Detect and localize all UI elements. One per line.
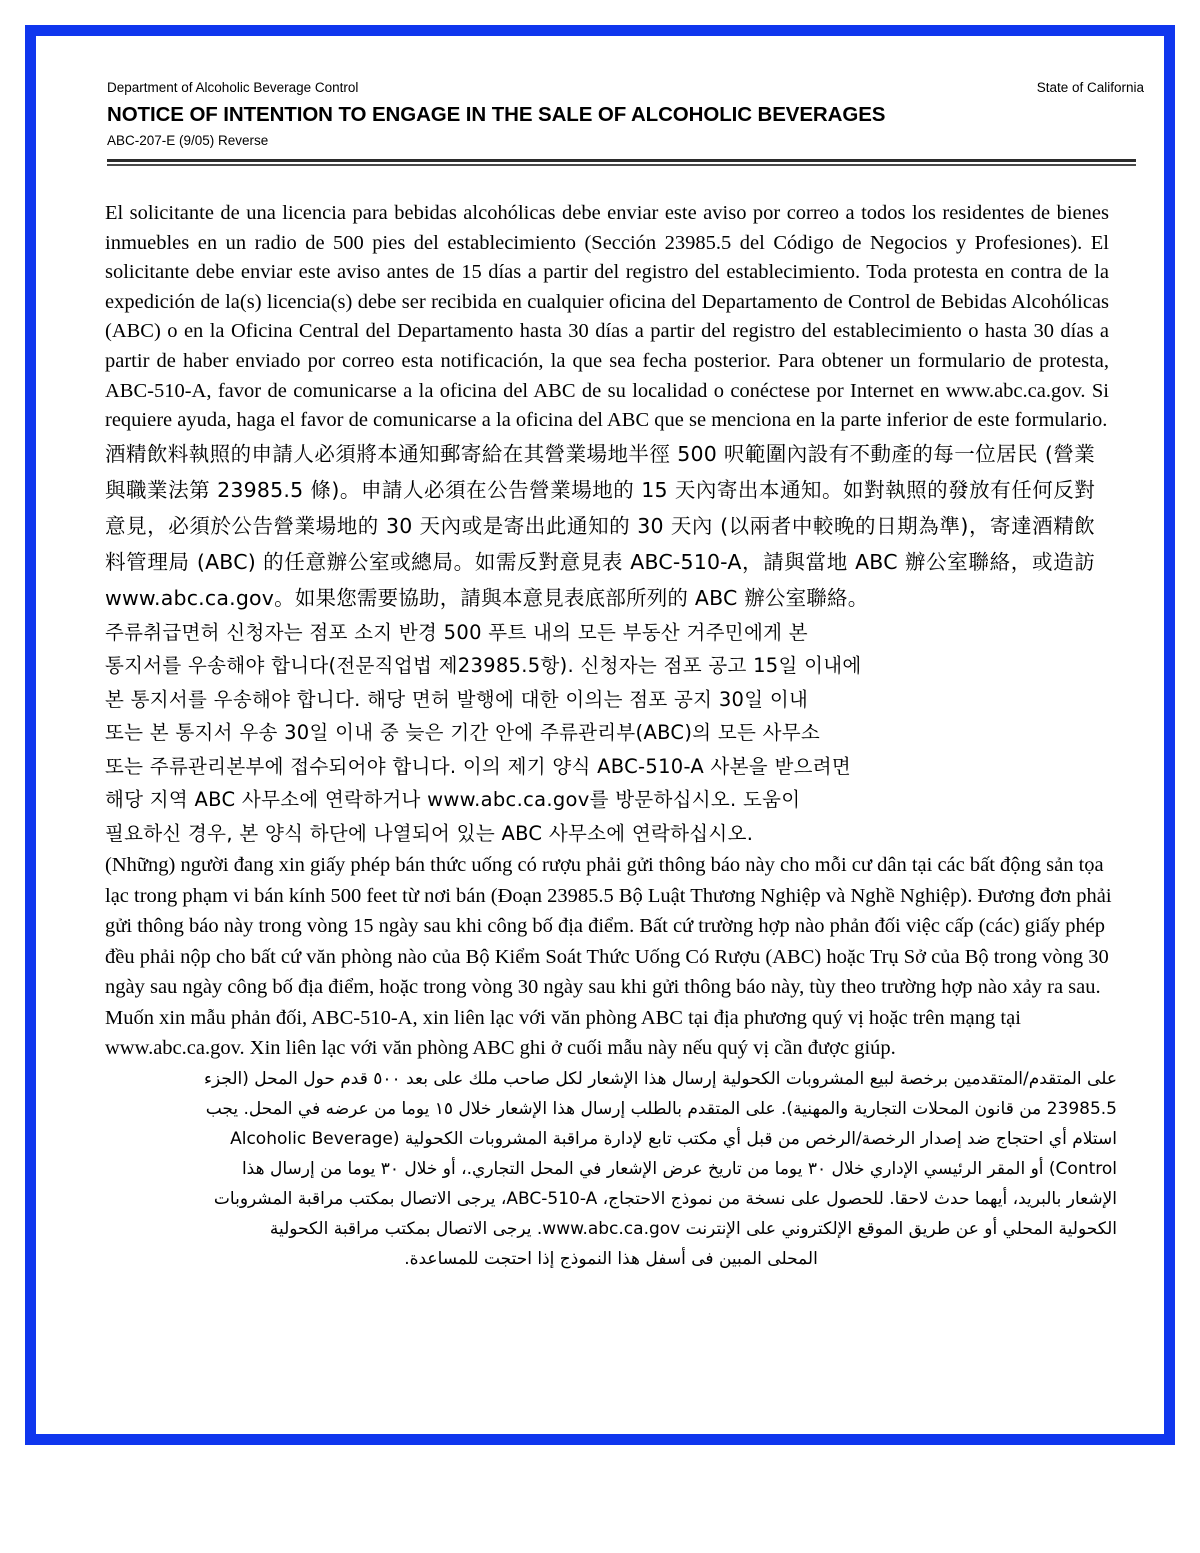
page-title: NOTICE OF INTENTION TO ENGAGE IN THE SALE OF ALCOHOLIC BEVERAGES xyxy=(107,103,886,126)
text-line: 23985.5 من قانون المحلات التجارية والمهنية). على المتقدم بالطلب إرسال هذا الإشعار خلال ١٥ يوما من عرضه في المحل. يجب xyxy=(205,1098,1117,1119)
paragraph-chinese: 酒精飲料執照的申請人必須將本通知郵寄給在其營業場地半徑 500 呎範圍內設有不動產的每一位居民 (營業與職業法第 23985.5 條)。申請人必須在公告營業場地的 15 天內寄出本通知。如對執照的發放有任何反對意見，必須於公告營業場地的 30 天內或是寄出此通知的 30 天內 (以兩者中較晚的日期為準)，寄達酒精飲料管理局 (ABC) 的任意辦公室或總局。如需反對意見表 ABC-510-A，請與當地 ABC 辦公室聯絡，或造訪 www.abc.ca.gov。如果您需要協助，請與本意見表底部所列的 ABC 辦公室聯絡。 xyxy=(105,441,1096,610)
text-line: المحلى المبين فى أسفل هذا النموذج إذا احتجت للمساعدة. xyxy=(404,1248,818,1269)
state-label: State of California xyxy=(1036,80,1144,95)
text-line: Control) أو المقر الرئيسي الإداري خلال ٣٠ يوما من تاريخ عرض الإشعار في المحل التجاري.، أو خلال ٣٠ يوما من إرسال هذا xyxy=(241,1158,1117,1179)
text-line: 또는 본 통지서 우송 30일 이내 중 늦은 기간 안에 주류관리부(ABC)의 모든 사무소 xyxy=(105,721,821,745)
text-line: 주류취급면허 신청자는 점포 소지 반경 500 푸트 내의 모든 부동산 거주민에게 본 xyxy=(105,620,808,644)
text-line: الإشعار بالبريد، أيهما حدث لاحقا. للحصول على نسخة من نموذج الاحتجاج، ABC-510-A، يرجى الاتصال بمكتب مراقبة المشروبات xyxy=(213,1188,1117,1209)
paragraph-spanish: El solicitante de una licencia para bebidas alcohólicas debe enviar este aviso por correo a todos los residentes de bienes inmuebles en un radio de 500 pies del establecimiento (Sección 23985.5 del Código de Negocios y Profesiones). El solicitante debe enviar este aviso antes de 15 días a partir del registro del establecimiento. Toda protesta en contra de la expedición de la(s) licencia(s) debe ser recibida en cualquier oficina del Departamento de Control de Bebidas Alcohólicas (ABC) o en la Oficina Central del Departamento hasta 30 días a partir del registro del establecimiento o hasta 30 días a partir de haber enviado por correo esta notificación, la que sea fecha posterior. Para obtener un formulario de protesta, ABC-510-A, favor de comunicarse a la oficina del ABC de su localidad o conéctese por Internet en www.abc.ca.gov. Si requiere ayuda, haga el favor de comunicarse a la oficina del ABC que se menciona en la parte inferior de este formulario. xyxy=(105,202,1109,432)
multilingual-body xyxy=(105,199,1125,1274)
paragraph-korean xyxy=(105,616,1105,851)
paragraph-arabic xyxy=(105,1064,1117,1274)
header-top-row xyxy=(83,78,1146,98)
text-line: على المتقدم/المتقدمين برخصة لبيع المشروبات الكحولية إرسال هذا الإشعار لكل صاحب ملك على بعد ٥٠٠ قدم حول المحل (الجزء xyxy=(203,1068,1117,1089)
text-line: استلام أي احتجاج ضد إصدار الرخصة/الرخص من قبل أي مكتب تابع لإدارة مراقبة المشروبات الكحولية (Alcoholic Beverage xyxy=(230,1128,1117,1149)
page-content xyxy=(83,78,1146,1274)
text-line: الكحولية المحلي أو عن طريق الموقع الإلكتروني على الإنترنت www.abc.ca.gov. يرجى الاتصال بمكتب مراقبة الكحولية xyxy=(269,1218,1117,1239)
divider-line-bottom xyxy=(107,164,1136,166)
department-label: Department of Alcoholic Beverage Control xyxy=(107,80,359,95)
blue-border-frame xyxy=(25,25,1175,1445)
text-line: 해당 지역 ABC 사무소에 연락하거나 www.abc.ca.gov를 방문하십시오. 도움이 xyxy=(105,788,801,812)
text-line: 필요하신 경우, 본 양식 하단에 나열되어 있는 ABC 사무소에 연락하십시오. xyxy=(105,821,754,845)
paragraph-vietnamese: (Những) người đang xin giấy phép bán thức uống có rượu phải gửi thông báo này cho mỗi cư dân tại các bất động sản tọa lạc trong phạm vi bán kính 500 feet từ nơi bán (Đoạn 23985.5 Bộ Luật Thương Nghiệp và Nghề Nghiệp). Đương đơn phải gửi thông báo này trong vòng 15 ngày sau khi công bố địa điểm. Bất cứ trường hợp nào phản đối việc cấp (các) giấy phép đều phải nộp cho bất cứ văn phòng nào của Bộ Kiểm Soát Thức Uống Có Rượu (ABC) hoặc Trụ Sở của Bộ trong vòng 30 ngày sau ngày công bố địa điểm, hoặc trong vòng 30 ngày sau khi gửi thông báo này, tùy theo trường hợp nào xảy ra sau. Muốn xin mẫu phản đối, ABC-510-A, xin liên lạc với văn phòng ABC tại địa phương quý vị hoặc trên mạng tại www.abc.ca.gov. Xin liên lạc với văn phòng ABC ghi ở cuối mẫu này nếu quý vị cần được giúp. xyxy=(105,854,1112,1060)
header-divider xyxy=(107,159,1136,166)
text-line: 통지서를 우송해야 합니다(전문직업법 제23985.5항). 신청자는 점포 공고 15일 이내에 xyxy=(105,654,862,678)
text-line: 또는 주류관리본부에 접수되어야 합니다. 이의 제기 양식 ABC-510-A 사본을 받으려면 xyxy=(105,754,851,778)
text-line: 본 통지서를 우송해야 합니다. 해당 면허 발행에 대한 이의는 점포 공지 30일 이내 xyxy=(105,687,809,711)
form-number-label: ABC-207-E (9/05) Reverse xyxy=(107,133,269,148)
